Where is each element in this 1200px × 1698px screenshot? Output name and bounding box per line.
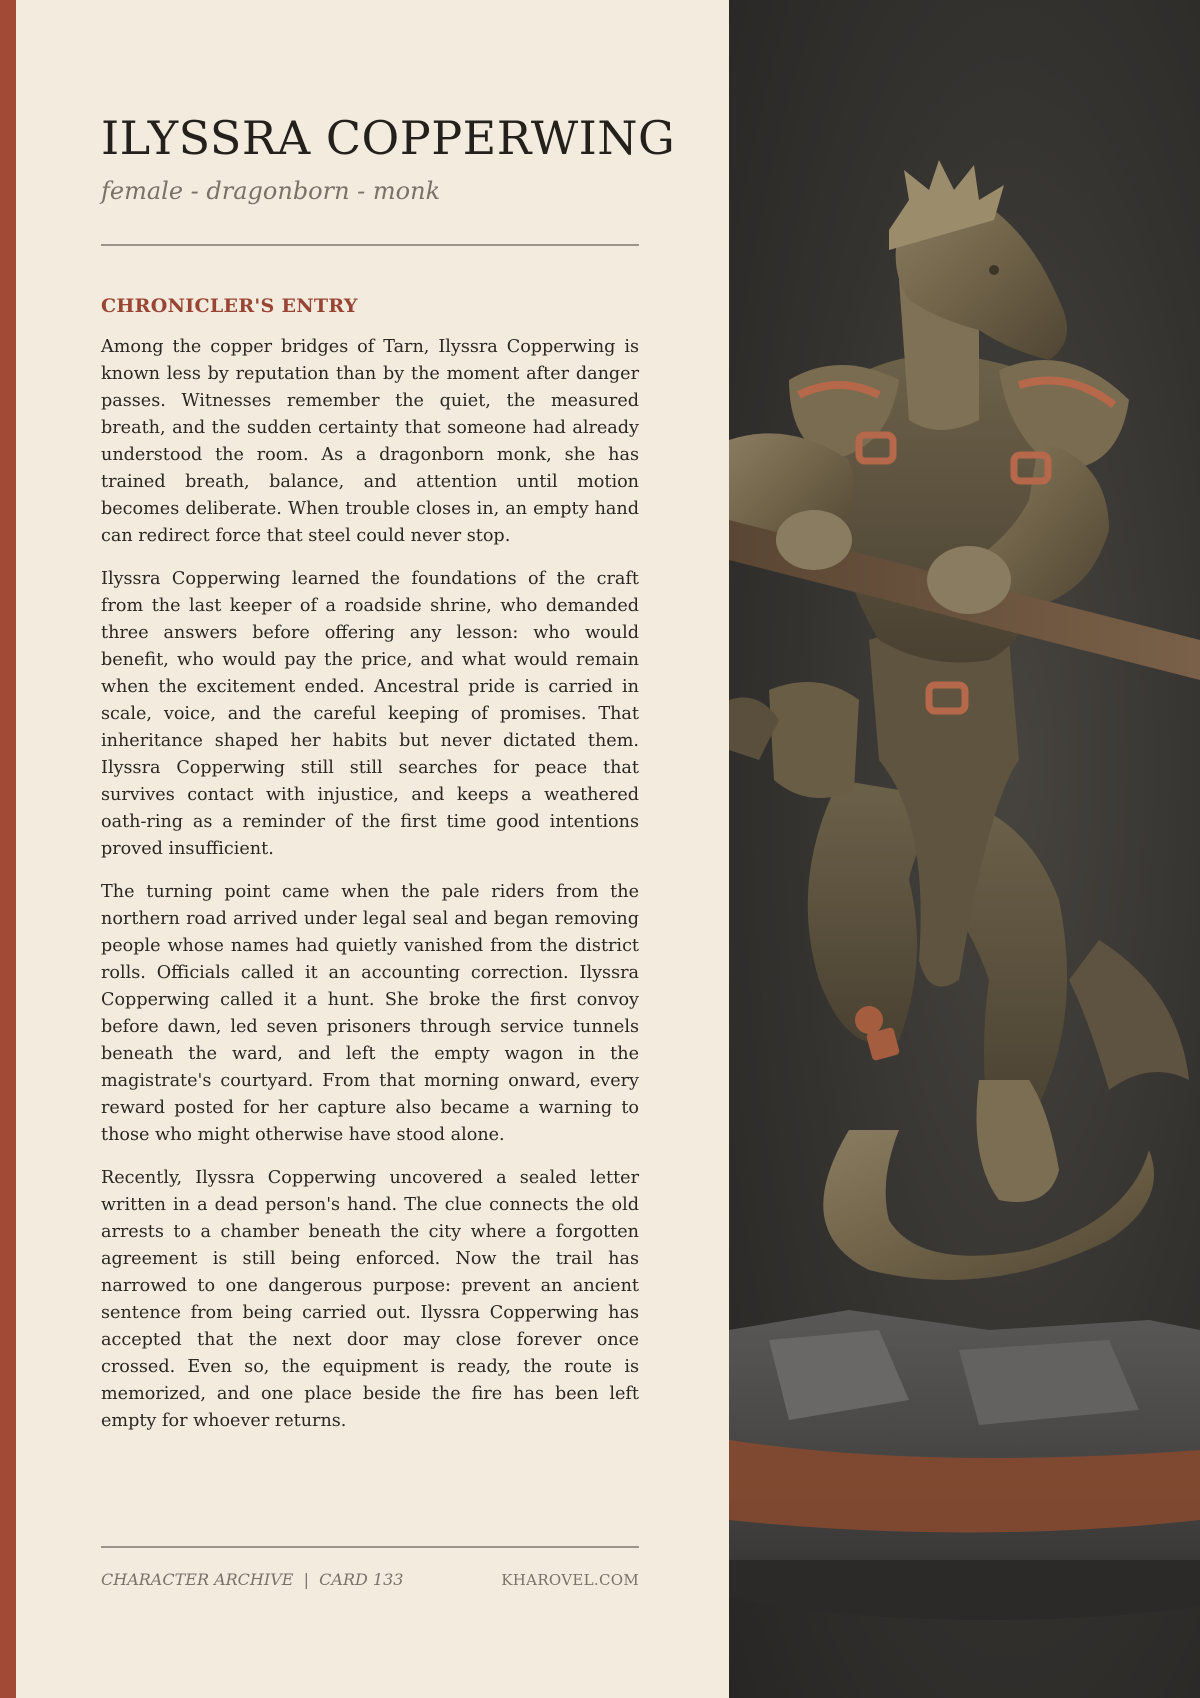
- entry-paragraph: Among the copper bridges of Tarn, Ilyssra Copperwing is known less by reputation than by the moment after danger passes. Witnesses remember the quiet, the measured breath, and the sudden certainty that someone had already understood the room. As a dragonborn monk, she has trained breath, balance, and attention until motion becomes deliberate. When trouble closes in, an empty hand can redirect force that steel could never stop.: [101, 337, 639, 546]
- entry-paragraph: Ilyssra Copperwing learned the foundations of the craft from the last keeper of a roadside shrine, who demanded three answers before offering any lesson: who would benefit, who would pay the price, and what would remain when the excitement ended. Ancestral pride is carried in scale, voice, and the careful keeping of promises. That inheritance shaped her habits but never dictated them. Ilyssra Copperwing still still searches for peace that survives contact with injustice, and keeps a weathered oath-ring as a reminder of the first time good intentions proved insufficient.: [101, 569, 639, 859]
- character-miniature-image: [729, 0, 1200, 1698]
- copper-ornament: [855, 1006, 883, 1034]
- accent-bar: [0, 0, 16, 1698]
- belt-pouch: [769, 682, 859, 798]
- section-heading: CHRONICLER'S ENTRY: [101, 295, 358, 317]
- text-panel: [16, 0, 729, 1698]
- right-hand: [927, 546, 1011, 614]
- foot: [977, 1080, 1060, 1202]
- entry-body: [101, 334, 639, 1435]
- wing: [1069, 940, 1189, 1090]
- miniature-illustration: [729, 0, 1200, 1698]
- content-column: [101, 110, 676, 1451]
- left-hand: [776, 510, 852, 570]
- flagstone: [959, 1340, 1139, 1425]
- footer-divider: [101, 1546, 639, 1548]
- site-link[interactable]: KHAROVEL.COM: [501, 1571, 639, 1589]
- eye: [989, 265, 999, 275]
- character-name: ILYSSRA COPPERWING: [101, 111, 676, 165]
- character-descriptor: female - dragonborn - monk: [101, 177, 441, 205]
- archive-label: CHARACTER ARCHIVE | CARD 133: [101, 1570, 404, 1589]
- footer: [101, 1546, 639, 1589]
- footer-row: [101, 1570, 639, 1589]
- entry-paragraph: The turning point came when the pale riders from the northern road arrived under legal seal and began removing people whose names had quietly vanished from the district rolls. Officials called it an accounting correction. Ilyssra Copperwing called it a hunt. She broke the first convoy before dawn, led seven prisoners through service tunnels beneath the ward, and left the empty wagon in the magistrate's courtyard. From that morning onward, every reward posted for her capture also became a warning to those who might otherwise have stood alone.: [101, 882, 639, 1145]
- entry-paragraph: Recently, Ilyssra Copperwing uncovered a sealed letter written in a dead person's hand. The clue connects the old arrests to a chamber beneath the city where a forgotten agreement is still being enforced. Now the trail has narrowed to one dangerous purpose: prevent an ancient sentence from being carried out. Ilyssra Copperwing has accepted that the next door may close forever once crossed. Even so, the equipment is ready, the route is memorized, and one place beside the fire has been left empty for whoever returns.: [101, 1168, 639, 1431]
- header-divider: [101, 244, 639, 246]
